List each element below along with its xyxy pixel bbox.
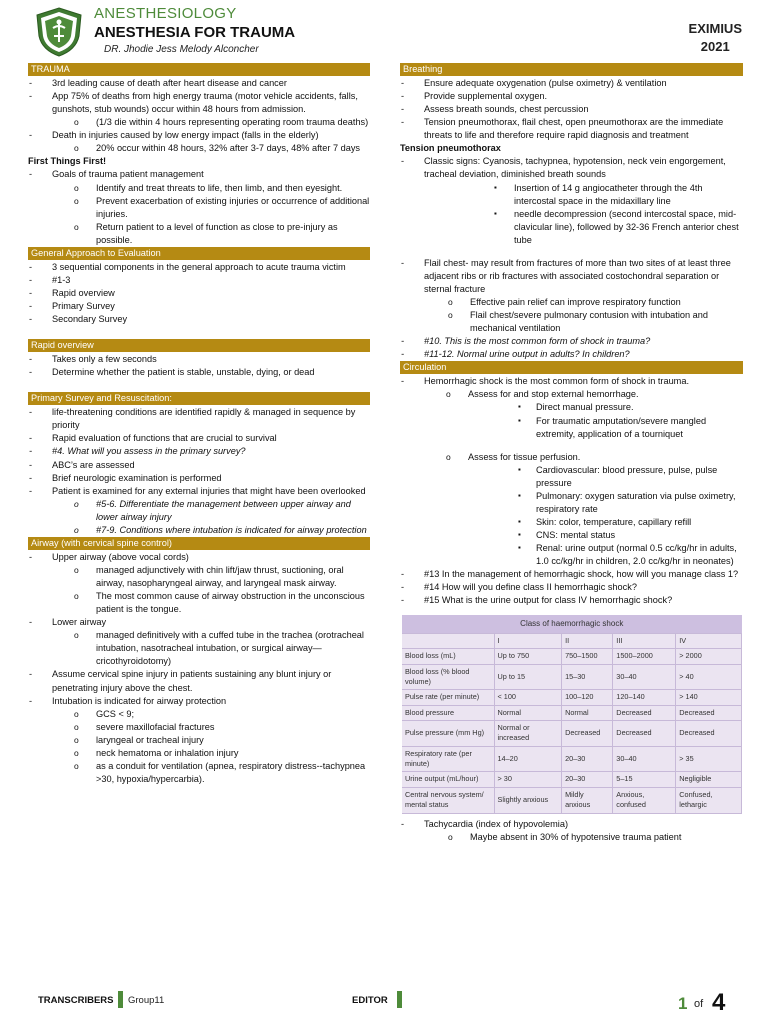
section-heading-rapid-overview: Rapid overview [28, 339, 370, 352]
shield-logo-icon [33, 6, 85, 58]
sub-item [424, 388, 743, 450]
section-heading-circulation: Circulation [400, 361, 743, 374]
sub-item: o The most common cause of airway obstruction in the unconscious patient is the tongue. [52, 590, 370, 616]
table-cell: 1500–2000 [613, 649, 676, 664]
bullet-item: ▪ Skin: color, temperature, capillary refill [468, 516, 743, 529]
table-header-cell [402, 633, 494, 648]
list-item [28, 168, 370, 246]
list-item: - Assume cervical spine injury in patients sustaining any blunt injury or penetrating injury above the chest. [28, 668, 370, 694]
sub-item-text: Assess for and stop external hemorrhage. [468, 389, 639, 400]
list-item [28, 695, 370, 786]
table-cell: > 2000 [676, 649, 742, 664]
section-heading-breathing: Breathing [400, 63, 743, 76]
sub-item: o (1/3 die within 4 hours representing operating room trauma deaths) [52, 116, 370, 129]
table-cell: Decreased [676, 705, 742, 720]
list-item [400, 155, 743, 256]
table-cell: 5–15 [613, 772, 676, 787]
table-cell: Anxious, confused [613, 787, 676, 813]
question-item: - #13 In the management of hemorrhagic shock, how will you manage class 1? [400, 568, 743, 581]
table-row [402, 664, 742, 690]
sub-item: o managed adjunctively with chin lift/jaw thrust, suctioning, oral airway, nasopharyngeal airway, and laryngeal mask airway. [52, 564, 370, 590]
table-cell: Normal or increased [494, 721, 562, 747]
editor-label: EDITOR [352, 995, 388, 1006]
page-title: ANESTHESIA FOR TRAUMA [94, 24, 296, 41]
sub-item-text: Assess for tissue perfusion. [468, 451, 581, 462]
batch-label [689, 20, 742, 55]
section-heading-trauma: TRAUMA [28, 63, 370, 76]
list-item [28, 616, 370, 668]
tension-pneumothorax-heading: Tension pneumothorax [400, 143, 501, 154]
question-item: - #10. This is the most common form of shock in trauma? [400, 335, 743, 348]
list-item: - Determine whether the patient is stable, unstable, dying, or dead [28, 366, 370, 379]
section-heading-general-approach: General Approach to Evaluation [28, 247, 370, 260]
question-item: - #11-12. Normal urine output in adults? In children? [400, 348, 743, 361]
table-cell: > 30 [494, 772, 562, 787]
list-item: - Provide supplemental oxygen. [400, 90, 743, 103]
sub-item: o severe maxillofacial fractures [52, 721, 370, 734]
table-row-header: Pulse pressure (mm Hg) [402, 721, 494, 747]
table-cell: 30–40 [613, 664, 676, 690]
circulation-list [400, 375, 743, 607]
table-header-cell: I [494, 633, 562, 648]
table-header-cell: II [562, 633, 613, 648]
table-cell: > 35 [676, 746, 742, 772]
table-caption: Class of haemorrhagic shock [402, 615, 742, 633]
sub-item: o Effective pain relief can improve respiratory function [424, 296, 743, 309]
table-header-cell: III [613, 633, 676, 648]
table-cell: > 40 [676, 664, 742, 690]
table-row [402, 721, 742, 747]
sub-item: o managed definitively with a cuffed tube in the trachea (orotracheal intubation, nasotracheal intubation, or surgical airway—cricothyroidotomy) [52, 629, 370, 668]
list-item: - ABC’s are assessed [28, 459, 370, 472]
table-row-header: Urine output (mL/hour) [402, 772, 494, 787]
table-row-header: Blood pressure [402, 705, 494, 720]
section-heading-airway: Airway (with cervical spine control) [28, 537, 370, 550]
bullet-item: ▪ Direct manual pressure. [468, 401, 743, 414]
list-item-text: App 75% of deaths from high energy trauma (motor vehicle accidents, falls, gunshots, stub wounds) occur within 48 hours from admission. [52, 91, 358, 115]
table-cell: Normal [562, 705, 613, 720]
table-cell: Normal [494, 705, 562, 720]
list-item: - Rapid evaluation of functions that are crucial to survival [28, 432, 370, 445]
table-row-header: Blood loss (mL) [402, 649, 494, 664]
sub-item: o Maybe absent in 30% of hypotensive trauma patient [424, 831, 743, 844]
sub-item: o as a conduit for ventilation (apnea, respiratory distress--tachypnea >30, hypoxia/hypercarbia). [52, 760, 370, 786]
bullet-item: ▪ For traumatic amputation/severe mangled extremity, application of a tourniquet [468, 415, 743, 441]
bullet-item: ▪ needle decompression (second intercostal space, mid-clavicular line), followed by 32-36 French anterior chest tube [424, 208, 743, 247]
department-name: ANESTHESIOLOGY [94, 5, 237, 22]
table-cell: 14–20 [494, 746, 562, 772]
list-item: - Primary Survey [28, 300, 370, 313]
question-item: - #4. What will you assess in the primary survey? [28, 445, 370, 458]
list-item [28, 485, 370, 537]
table-cell: Confused, lethargic [676, 787, 742, 813]
table-cell: Decreased [676, 721, 742, 747]
table-row [402, 746, 742, 772]
goals-list [28, 168, 370, 246]
list-item [28, 551, 370, 616]
list-item-text: Patient is examined for any external injuries that might have been overlooked [52, 485, 366, 496]
bullet-item: ▪ Pulmonary: oxygen saturation via pulse oximetry, respiratory rate [468, 490, 743, 516]
question-item: - #15 What is the urine output for class IV hemorrhagic shock? [400, 594, 743, 607]
list-item-text: Tachycardia (index of hypovolemia) [424, 818, 569, 829]
table-cell: Decreased [613, 705, 676, 720]
list-item [400, 375, 743, 568]
table-row-header: Central nervous system/ mental status [402, 787, 494, 813]
transcribers-label: TRANSCRIBERS [38, 995, 114, 1006]
table-row [402, 690, 742, 705]
transcribers-bar [118, 991, 123, 1008]
table-cell: 15–30 [562, 664, 613, 690]
list-item: - life-threatening conditions are identified rapidly & managed in sequence by priority [28, 406, 370, 432]
trauma-list [28, 77, 370, 155]
list-item: - Secondary Survey [28, 313, 370, 326]
list-item-text: Intubation is indicated for airway protection [52, 695, 227, 706]
page-header [0, 0, 768, 62]
table-row-header: Blood loss (% blood volume) [402, 664, 494, 690]
table-cell: Slightly anxious [494, 787, 562, 813]
sub-item: o Prevent exacerbation of existing injuries or occurrence of additional injuries. [52, 195, 370, 221]
sub-item: o neck hematoma or inhalation injury [52, 747, 370, 760]
list-item: - 3 sequential components in the general approach to acute trauma victim [28, 261, 370, 274]
list-item: - #1-3 [28, 274, 370, 287]
question-item: o #5-6. Differentiate the management between upper airway and lower airway injury [52, 498, 370, 524]
table-cell: 120–140 [613, 690, 676, 705]
table-cell: 20–30 [562, 772, 613, 787]
page-footer [0, 988, 768, 1024]
airway-list [28, 551, 370, 786]
post-table-list [400, 818, 743, 844]
bullet-item: ▪ CNS: mental status [468, 529, 743, 542]
list-item [400, 257, 743, 335]
list-item: - Brief neurologic examination is performed [28, 472, 370, 485]
table-cell: 30–40 [613, 746, 676, 772]
primary-survey-list [28, 406, 370, 537]
list-item [28, 129, 370, 155]
table-header-cell: IV [676, 633, 742, 648]
list-item [400, 818, 743, 844]
bullet-item: ▪ Renal: urine output (normal 0.5 cc/kg/hr in adults, 1.0 cc/kg/hr in children, 2.0 cc/kg/hr in neonates) [468, 542, 743, 568]
bullet-item: ▪ Cardiovascular: blood pressure, pulse, pulse pressure [468, 464, 743, 490]
general-approach-list [28, 261, 370, 326]
sub-item: o Flail chest/severe pulmonary contusion with intubation and mechanical ventilation [424, 309, 743, 335]
list-item-text: Flail chest- may result from fractures of more than two sites of at least three adjacent ribs or rib fractures with associated costochondral separation or sternal fracture [424, 257, 731, 294]
table-row-header: Respiratory rate (per minute) [402, 746, 494, 772]
right-column [400, 63, 743, 844]
table-cell: Up to 750 [494, 649, 562, 664]
table-cell: > 140 [676, 690, 742, 705]
table-row [402, 772, 742, 787]
list-item: - 3rd leading cause of death after heart disease and cancer [28, 77, 370, 90]
list-item: - Ensure adequate oxygenation (pulse oximetry) & ventilation [400, 77, 743, 90]
rapid-overview-list [28, 353, 370, 379]
left-column [28, 63, 370, 786]
batch-year: 2021 [700, 38, 730, 54]
table-cell: Decreased [562, 721, 613, 747]
breathing-list [400, 77, 743, 142]
total-pages-number: 4 [712, 989, 726, 1016]
table-cell: 100–120 [562, 690, 613, 705]
sub-item: o laryngeal or tracheal injury [52, 734, 370, 747]
list-item-text: Classic signs: Cyanosis, tachypnea, hypotension, neck vein engorgement, tracheal deviation, diminished breath sounds [424, 156, 726, 180]
table-cell: 750–1500 [562, 649, 613, 664]
table-row [402, 649, 742, 664]
current-page-number: 1 [678, 994, 688, 1013]
list-item: - Rapid overview [28, 287, 370, 300]
list-item: - Tension pneumothorax, flail chest, open pneumothorax are the immediate threats to life and therefore require rapid diagnosis and treatment [400, 116, 743, 142]
list-item-text: Goals of trauma patient management [52, 169, 204, 180]
table-cell: Up to 15 [494, 664, 562, 690]
sub-item: o 20% occur within 48 hours, 32% after 3-7 days, 48% after 7 days [52, 142, 370, 155]
transcribers-value: Group11 [128, 995, 165, 1006]
sub-item [424, 451, 743, 569]
table-cell: Decreased [613, 721, 676, 747]
question-item: - #14 How will you define class II hemorrhagic shock? [400, 581, 743, 594]
first-things-heading: First Things First! [28, 156, 107, 167]
table-cell: Negligible [676, 772, 742, 787]
sub-item: o Identify and treat threats to life, then limb, and then eyesight. [52, 182, 370, 195]
table-cell: < 100 [494, 690, 562, 705]
tension-list [400, 155, 743, 361]
list-item: - Takes only a few seconds [28, 353, 370, 366]
table-header-row [402, 633, 742, 648]
table-row [402, 705, 742, 720]
sub-item: o GCS < 9; [52, 708, 370, 721]
table-row [402, 787, 742, 813]
list-item: - Assess breath sounds, chest percussion [400, 103, 743, 116]
editor-bar [397, 991, 402, 1008]
list-item-text: Lower airway [52, 617, 107, 628]
list-item-text: Upper airway (above vocal cords) [52, 551, 189, 562]
batch-name: EXIMIUS [688, 21, 742, 36]
table-cell: Mildly anxious [562, 787, 613, 813]
author-name: DR. Jhodie Jess Melody Alconcher [104, 44, 259, 55]
list-item [28, 90, 370, 129]
bullet-item: ▪ Insertion of 14 g angiocatheter through the 4th intercostal space in the midaxillary line [424, 182, 743, 208]
sub-item: o Return patient to a level of function as close to pre-injury as possible. [52, 221, 370, 247]
section-heading-primary-survey: Primary Survey and Resuscitation: [28, 392, 370, 405]
question-item: o #7-9. Conditions where intubation is indicated for airway protection [52, 524, 370, 537]
list-item-text: Death in injuries caused by low energy impact (falls in the elderly) [52, 130, 319, 141]
table-cell: 20–30 [562, 746, 613, 772]
page-of-label: of [694, 998, 704, 1010]
list-item-text: Hemorrhagic shock is the most common form of shock in trauma. [424, 376, 689, 387]
hemorrhagic-shock-table [402, 615, 742, 813]
table-row-header: Pulse rate (per minute) [402, 690, 494, 705]
